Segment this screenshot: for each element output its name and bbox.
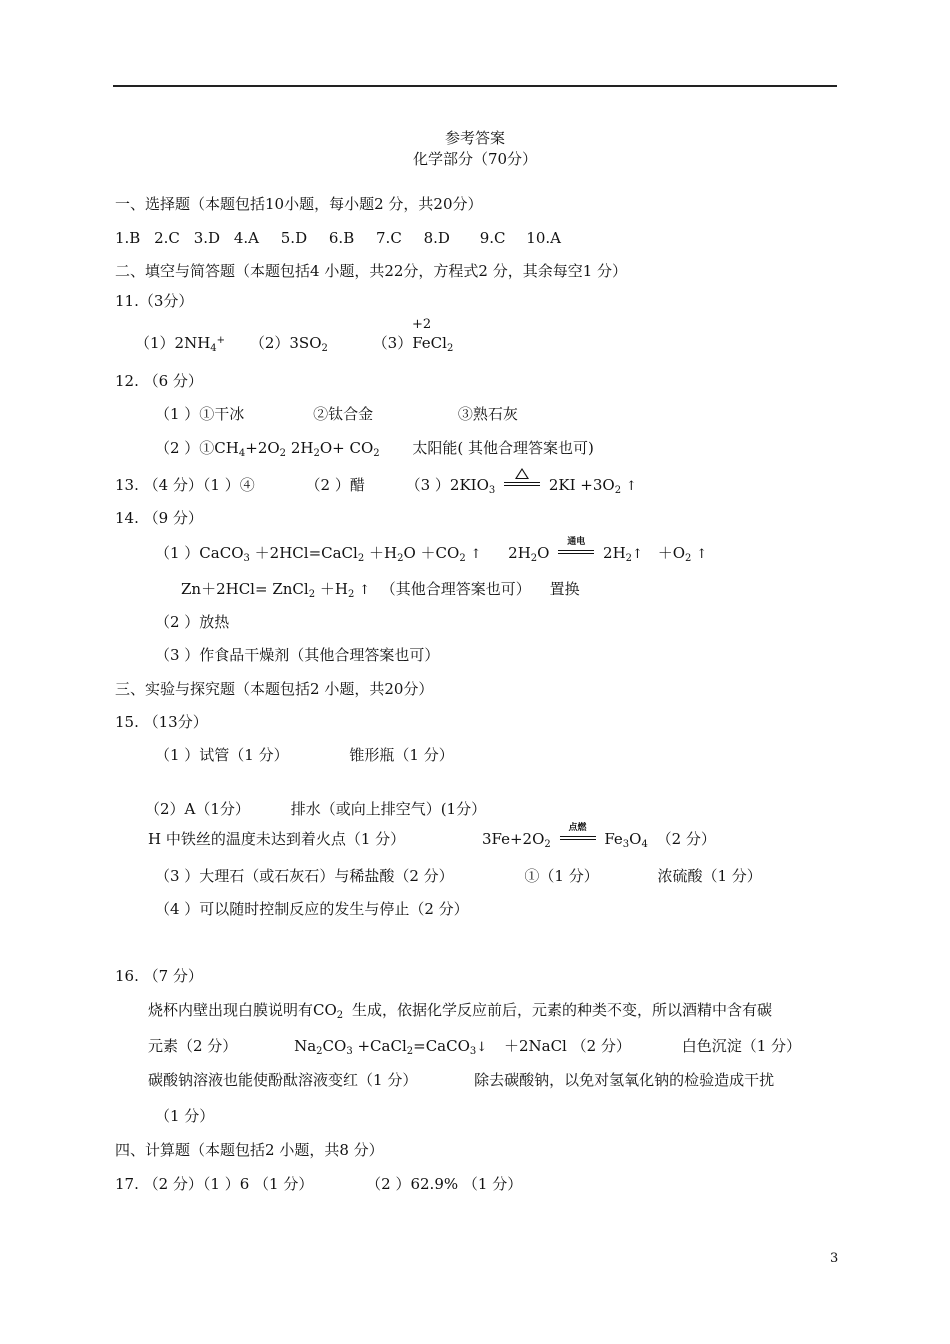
q11-answers: $(1)2NH_4^+$ $(2)3SO_2$ （3）FeCl$_2$ bbox=[135, 334, 454, 354]
mc-answer: 8.D bbox=[423, 229, 450, 247]
mc-answer: 7.C bbox=[376, 229, 402, 247]
q12-line2: （2 ）$①CH_4+2O_2$ $2H_2O+ CO_2$ 太阳能( 其他合理答案也可) bbox=[155, 439, 594, 459]
q14-line4: （3 ）作食品干燥剂（其他合理答案也可） bbox=[155, 646, 440, 664]
gas-up-arrow-icon: ↑ bbox=[470, 547, 482, 562]
q14-line1: （1 ）CaCO$_3$ ＋2HCl=CaCl$_2$ $+H_2O +CO_2$ ↑ $2H_2O$ 通电 $2H_2↑ +O_2$ ↑ bbox=[155, 537, 708, 564]
page-number: 3 bbox=[830, 1251, 839, 1266]
q16-line3: 碳酸钠溶液也能使酚酞溶液变红（1 分） 除去碳酸钠，以免对氢氧化钠的检验造成干扰 bbox=[148, 1071, 775, 1089]
q11-label: 11.（3分） bbox=[115, 292, 194, 310]
mc-answer: 10.A bbox=[526, 229, 561, 247]
q16-line4: （1 分） bbox=[155, 1107, 215, 1125]
mc-answer: 6.B bbox=[328, 229, 355, 247]
q11-valence: +2 bbox=[412, 317, 432, 332]
q17-line: 17. （2 分）（1 ）6 （1 分） （2 ）62.9% （1 分） bbox=[115, 1175, 523, 1193]
heat-condition-icon bbox=[504, 479, 540, 493]
q16-label: 16. （7 分） bbox=[115, 967, 203, 985]
gas-up-arrow-icon: ↑ bbox=[696, 547, 708, 562]
answer-title: 参考答案 bbox=[444, 129, 505, 147]
gas-up-arrow-icon: ↑ bbox=[632, 547, 643, 562]
mc-answer: 2.C bbox=[154, 229, 180, 247]
q15-line4: （3 ）大理石（或石灰石）与稀盐酸（2 分） ①（1 分） 浓硫酸（1 分） bbox=[155, 867, 762, 885]
q14-label: 14. （9 分） bbox=[115, 509, 203, 527]
q14-line2: Zn＋2HCl= ZnCl$_2$ $+H_2$ ↑ （其他合理答案也可） 置换 bbox=[181, 580, 580, 600]
ignition-condition-icon: 点燃 bbox=[560, 833, 596, 847]
precipitate-down-arrow-icon: ↓ bbox=[476, 1040, 488, 1055]
mc-answer: 1.B bbox=[115, 229, 141, 247]
q12-line1: （1 ）①干冰 ②钛合金 ③熟石灰 bbox=[155, 405, 518, 423]
q15-line2: （2）A（1分） 排水（或向上排空气）(1分） bbox=[145, 800, 487, 818]
q12-label: 12. （6 分） bbox=[115, 372, 203, 390]
q15-line5: （4 ）可以随时控制反应的发生与停止（2 分） bbox=[155, 900, 469, 918]
mc-answers bbox=[115, 229, 561, 247]
mc-answer: 9.C bbox=[479, 229, 506, 247]
gas-up-arrow-icon: ↑ bbox=[625, 479, 637, 494]
header-rule bbox=[113, 85, 837, 87]
q15-line3: H 中铁丝的温度未达到着火点（1 分） $3Fe+2O_2$ 点燃 $Fe_3O_4$ （2 分） bbox=[148, 823, 716, 850]
section4-heading: 四、计算题（本题包括2 小题，共8 分） bbox=[115, 1141, 384, 1159]
chemistry-subtitle: 化学部分（70分） bbox=[412, 150, 538, 168]
mc-answer: 3.D bbox=[193, 229, 221, 247]
q16-line2: 元素（2 分） $Na_2CO_3$ +CaCl$_2$=CaCO$_3$↓ ＋2NaCl （2 分） 白色沉淀（1 分） bbox=[148, 1037, 802, 1057]
mc-answer: 5.D bbox=[280, 229, 308, 247]
q13-line: 13. （4 分）（1 ）④ （2 ）醋 （3 ）$2KIO_3$ $2KI +3O_2$ ↑ bbox=[115, 476, 637, 496]
q16-line1: 烧杯内壁出现白膜说明有$CO_2$ 生成，依据化学反应前后，元素的种类不变，所以酒精中含有碳 bbox=[148, 1001, 772, 1021]
section3-heading: 三、实验与探究题（本题包括2 小题，共20分） bbox=[115, 680, 434, 698]
q15-line1: （1 ）试管（1 分） 锥形瓶（1 分） bbox=[155, 746, 454, 764]
section2-heading: 二、填空与简答题（本题包括4 小题，共22分，方程式2 分，其余每空1 分） bbox=[115, 262, 628, 280]
electrolysis-condition-icon: 通电 bbox=[558, 547, 594, 561]
q15-label: 15. （13分） bbox=[115, 713, 208, 731]
section1-heading: 一、选择题（本题包括10小题，每小题2 分，共20分） bbox=[115, 195, 483, 213]
mc-answer: 4.A bbox=[233, 229, 259, 247]
gas-up-arrow-icon: ↑ bbox=[359, 583, 370, 598]
q14-line3: （2 ）放热 bbox=[155, 613, 230, 631]
